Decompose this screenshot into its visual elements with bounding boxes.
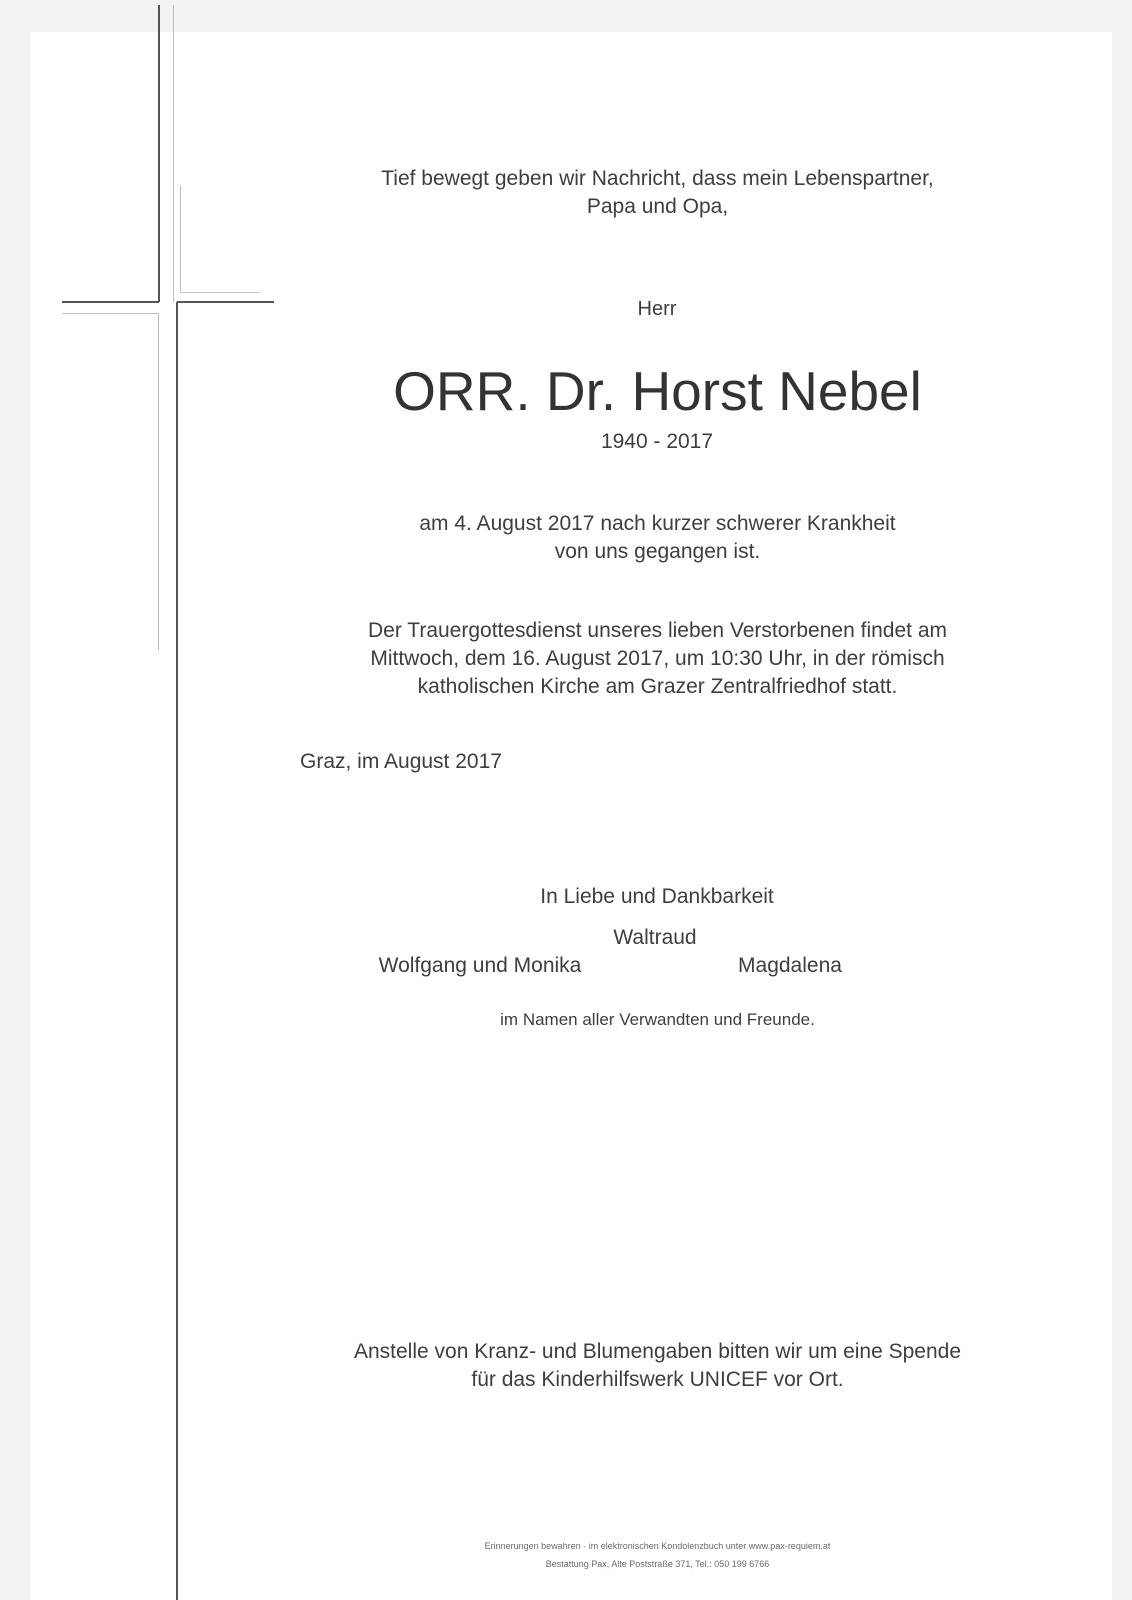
deceased-name: ORR. Dr. Horst Nebel [393,360,922,422]
cross-arm-right-dark [177,301,274,303]
donation-note: Anstelle von Kranz- und Blumengaben bitten wir um eine Spende für das Kinderhilfswerk UNICEF vor Ort. [353,1340,962,1391]
cross-arm-left-dark [62,301,159,303]
mourner-partner: Waltraud [613,926,697,949]
cross-arm-right-light [180,292,260,293]
salutation: Herr [637,298,677,320]
mourner-grandchild: Magdalena [738,954,842,977]
cross-vertical-lower-light [158,313,159,650]
footer-condolence: Erinnerungen bewahren · im elektronischen Kondolenzbuch unter www.pax-requiem.at [484,1541,831,1551]
mourner-children: Wolfgang und Monika [378,954,582,977]
closing-phrase: In Liebe und Dankbarkeit [540,885,774,908]
place-date: Graz, im August 2017 [300,750,502,773]
cross-vertical-upper-light [173,5,174,302]
cross-arm-left-light [62,313,159,314]
footer-address: Bestattung Pax, Alte Poststraße 371, Tel.: 050 199 6766 [545,1559,770,1569]
service-notice: Der Trauergottesdienst unseres lieben Verstorbenen findet am Mittwoch, dem 16. August 2017, um 10:30 Uhr, in der römisch katholischen Kirche am Grazer Zentralfriedhof statt. [367,619,947,698]
cross-vertical-lower-dark [176,302,178,1600]
life-years: 1940 - 2017 [600,430,714,453]
death-notice: am 4. August 2017 nach kurzer schwerer Krankheit von uns gegangen ist. [419,512,896,563]
intro-text: Tief bewegt geben wir Nachricht, dass mein Lebenspartner, Papa und Opa, [381,167,934,218]
cross-vertical-upper-dark [158,5,160,302]
cross-shadow-line [180,185,181,293]
relatives-note: im Namen aller Verwandten und Freunde. [500,1010,815,1029]
